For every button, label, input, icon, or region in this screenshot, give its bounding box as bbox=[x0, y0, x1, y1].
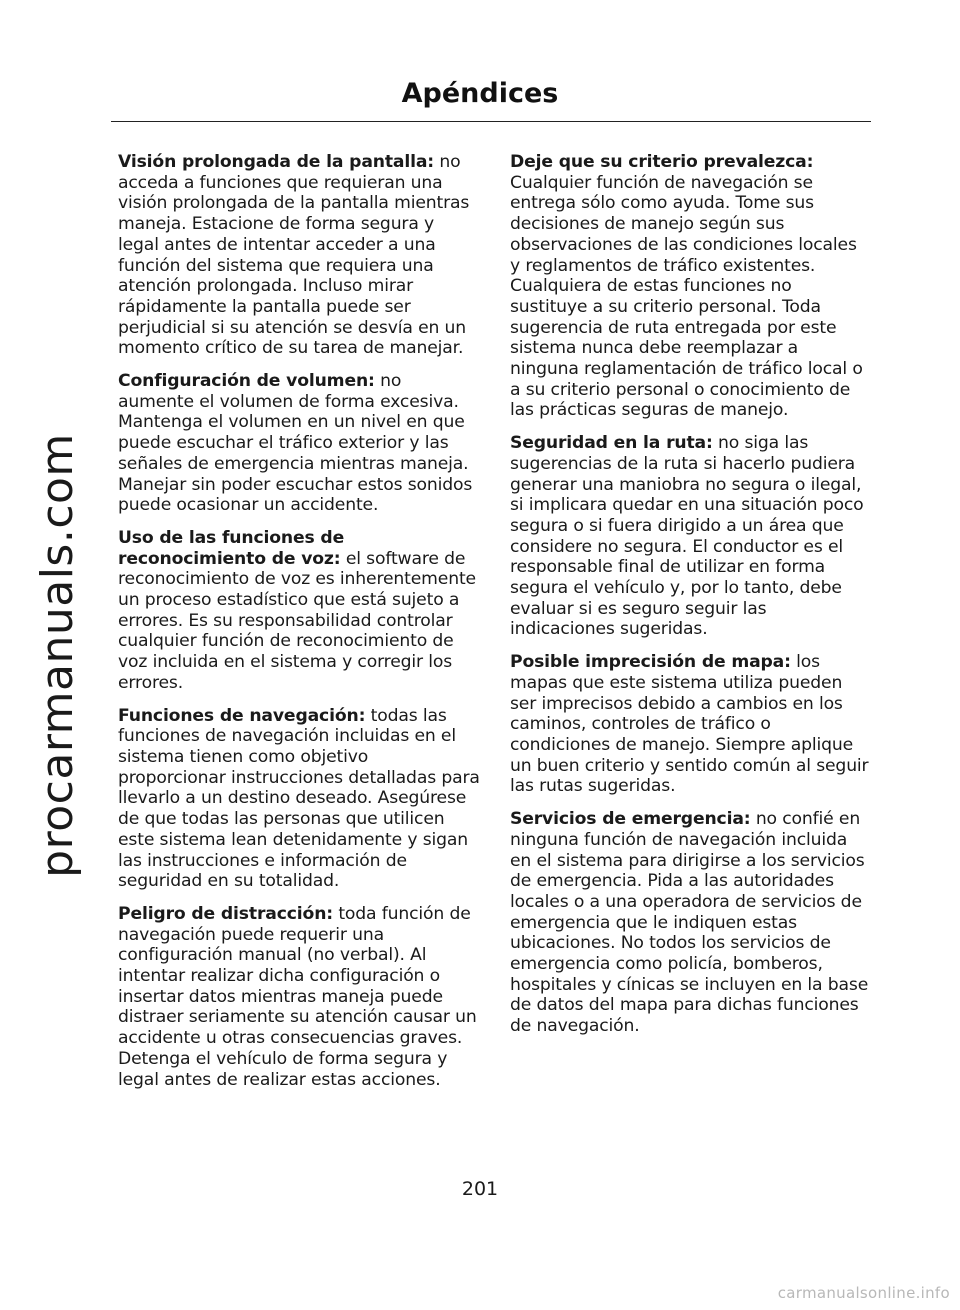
header-divider bbox=[111, 121, 871, 122]
paragraph-term: Servicios de emergencia: bbox=[510, 809, 751, 830]
side-watermark-text: procarmanuals.com bbox=[31, 432, 83, 878]
paragraph bbox=[118, 528, 480, 694]
paragraph bbox=[118, 152, 480, 359]
side-watermark bbox=[22, 0, 92, 1310]
paragraph bbox=[510, 152, 872, 421]
paragraph-term: Funciones de navegación: bbox=[118, 705, 366, 726]
paragraph-text: Cualquier función de navegación se entrega sólo como ayuda. Tome sus decisiones de manejo según sus observaciones de las condiciones locales y reglamentos de tráfico existentes. Cualquiera de estas funciones no sustituye a su criterio personal. Toda sugerencia de ruta entregada por este sistema nunca debe reemplazar a ninguna reglamentación de tráfico local o a su criterio personal o conocimiento de las prácticas seguras de manejo. bbox=[510, 172, 863, 421]
paragraph-term: Posible imprecisión de mapa: bbox=[510, 652, 791, 673]
page-title: Apéndices bbox=[401, 78, 559, 109]
paragraph-term: Deje que su criterio prevalezca: bbox=[510, 152, 814, 172]
paragraph bbox=[510, 652, 872, 797]
paragraph-text: no confié en ninguna función de navegación incluida en el sistema para dirigirse a los servicios de emergencia. Pida a las autoridades locales o a una operadora de servicios de emergencia que le indiquen estas ubicaciones. No todos los servicios de emergencia como policía, bomberos, hospitales y cínicas se incluyen en la base de datos del mapa para dichas funciones de navegación. bbox=[510, 809, 869, 1037]
paragraph-text: los mapas que este sistema utiliza pueden ser imprecisos debido a cambios en los caminos, controles de tráfico o condiciones de manejo. Siempre aplique un buen criterio y sentido común al seguir las rutas sugeridas. bbox=[510, 652, 869, 797]
paragraph-text: toda función de navegación puede requerir una configuración manual (no verbal). Al intentar realizar dicha configuración o insertar datos mientras maneja puede distraer seriamente su atención causar un accidente u otras consecuencias graves. Detenga el vehículo de forma segura y legal antes de realizar estas acciones. bbox=[118, 903, 477, 1090]
paragraph bbox=[510, 433, 872, 640]
paragraph-text: no acceda a funciones que requieran una visión prolongada de la pantalla mientras maneja. Estacione de forma segura y legal antes de intentar acceder a una función del sistema que requiera una atención prolongada. Incluso mirar rápidamente la pantalla puede ser perjudicial si su atención se desvía en un momento crítico de su tarea de manejar. bbox=[118, 152, 470, 359]
paragraph-text: no siga las sugerencias de la ruta si hacerlo pudiera generar una maniobra no segura o ilegal, si implicara quedar en una situación poco segura o si fuera dirigido a un área que considere no segura. El conductor es el responsable final de utilizar en forma segura el vehículo y, por lo tanto, debe evaluar si es seguro seguir las indicaciones sugeridas. bbox=[510, 433, 864, 640]
footer-watermark: carmanualsonline.info bbox=[777, 1284, 950, 1302]
left-column bbox=[118, 152, 480, 1102]
paragraph-text: el software de reconocimiento de voz es inherentemente un proceso estadístico que está sujeto a errores. Es su responsabilidad controlar cualquier función de reconocimiento de voz incluida en el sistema y corregir los errores. bbox=[118, 548, 476, 693]
paragraph-term: Peligro de distracción: bbox=[118, 903, 334, 924]
paragraph bbox=[510, 809, 872, 1037]
paragraph-text: no aumente el volumen de forma excesiva. Mantenga el volumen en un nivel en que puede escuchar el tráfico exterior y las señales de emergencia mientras maneja. Manejar sin poder escuchar estos sonidos puede ocasionar un accidente. bbox=[118, 371, 473, 516]
page-number: 201 bbox=[461, 1178, 499, 1200]
right-column bbox=[510, 152, 872, 1049]
paragraph bbox=[118, 904, 480, 1090]
paragraph-term: Uso de las funciones de reconocimiento de voz: bbox=[118, 527, 345, 569]
paragraph-term: Visión prolongada de la pantalla: bbox=[118, 152, 435, 172]
paragraph-term: Configuración de volumen: bbox=[118, 371, 375, 392]
paragraph-term: Seguridad en la ruta: bbox=[510, 433, 713, 454]
paragraph bbox=[118, 371, 480, 516]
paragraph-text: todas las funciones de navegación incluidas en el sistema tienen como objetivo proporcionar instrucciones detalladas para llevarlo a un destino deseado. Asegúrese de que todas las personas que utilicen este sistema lean detenidamente y sigan las instrucciones e información de seguridad en su totalidad. bbox=[118, 705, 480, 892]
paragraph bbox=[118, 706, 480, 892]
